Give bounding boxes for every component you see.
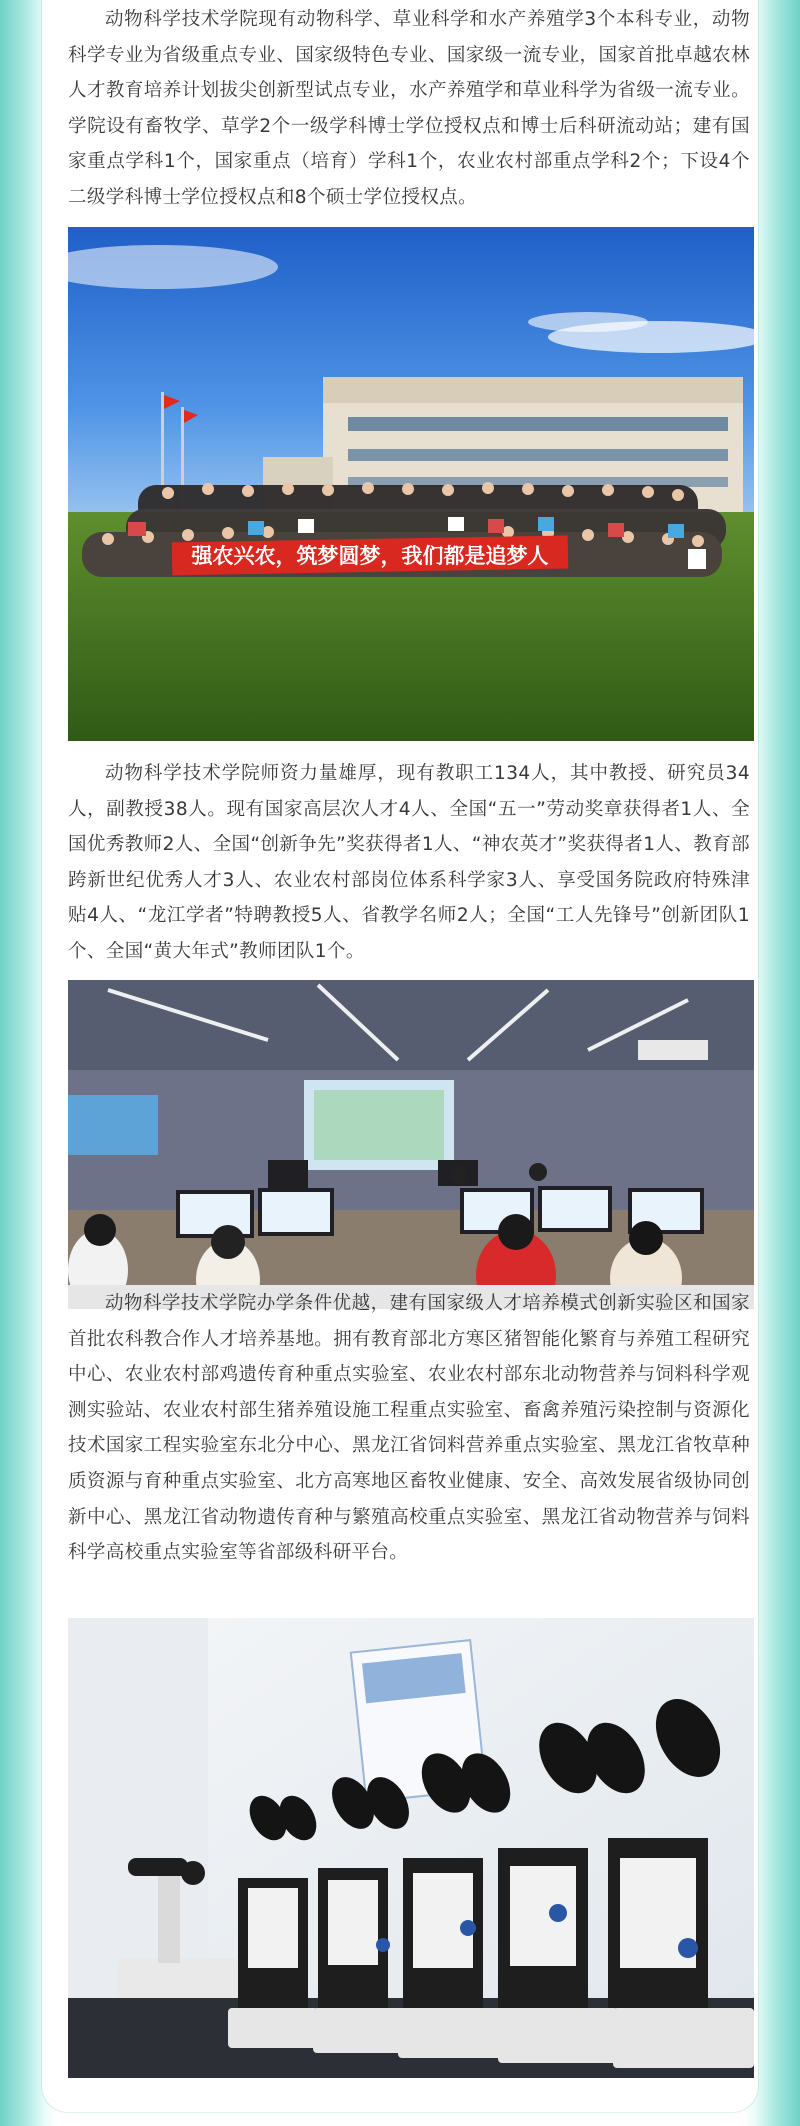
facilities-paragraph: 动物科学技术学院办学条件优越，建有国家级人才培养模式创新实验区和国家首批农科教合作人才培养基地。拥有教育部北方寒区猪智能化繁育与养殖工程研究中心、农业农村部鸡遗传育种重点实验室、农业农村部东北动物营养与饲料科学观测实验站、农业农村部生猪养殖设施工程重点实验室、畜禽养殖污染控制与资源化技术国家工程实验室东北分中心、黑龙江省饲料营养重点实验室、黑龙江省牧草种质资源与育种重点实验室、北方高寒地区畜牧业健康、安全、高效发展省级协同创新中心、黑龙江省动物遗传育种与繁殖高校重点实验室、黑龙江省动物营养与饲料科学高校重点实验室等省部级科研平台。 (68, 1293, 750, 1564)
group-banner-text: 强农兴农，筑梦圆梦，我们都是追梦人 (191, 544, 549, 568)
group-photo (68, 227, 754, 741)
faculty-paragraph: 动物科学技术学院师资力量雄厚，现有教职工134人，其中教授、研究员34人，副教授38人。现有国家高层次人才4人、全国“五一”劳动奖章获得者1人、全国优秀教师2人、全国“创新争先”奖获得者1人、“神农英才”奖获得者1人、教育部跨新世纪优秀人才3人、农业农村部岗位体系科学家3人、享受国务院政府特殊津贴4人、“龙江学者”特聘教授5人、省教学名师2人；全国“工人先锋号”创新团队1个、全国“黄大年式”教师团队1个。 (68, 763, 750, 962)
computer-lab-photo (68, 980, 754, 1309)
intro-paragraph-majors: 动物科学技术学院现有动物科学、草业科学和水产养殖学3个本科专业，动物科学专业为省级重点专业、国家级特色专业、国家级一流专业，国家首批卓越农林人才教育培养计划拔尖创新型试点专业，水产养殖学和草业科学为省级一流专业。学院设有畜牧学、草学2个一级学科博士学位授权点和博士后科研流动站；建有国家重点学科1个，国家重点（培育）学科1个，农业农村部重点学科2个；下设4个二级学科博士学位授权点和8个硕士学位授权点。 (68, 9, 750, 208)
microscopes-photo (68, 1618, 754, 2078)
